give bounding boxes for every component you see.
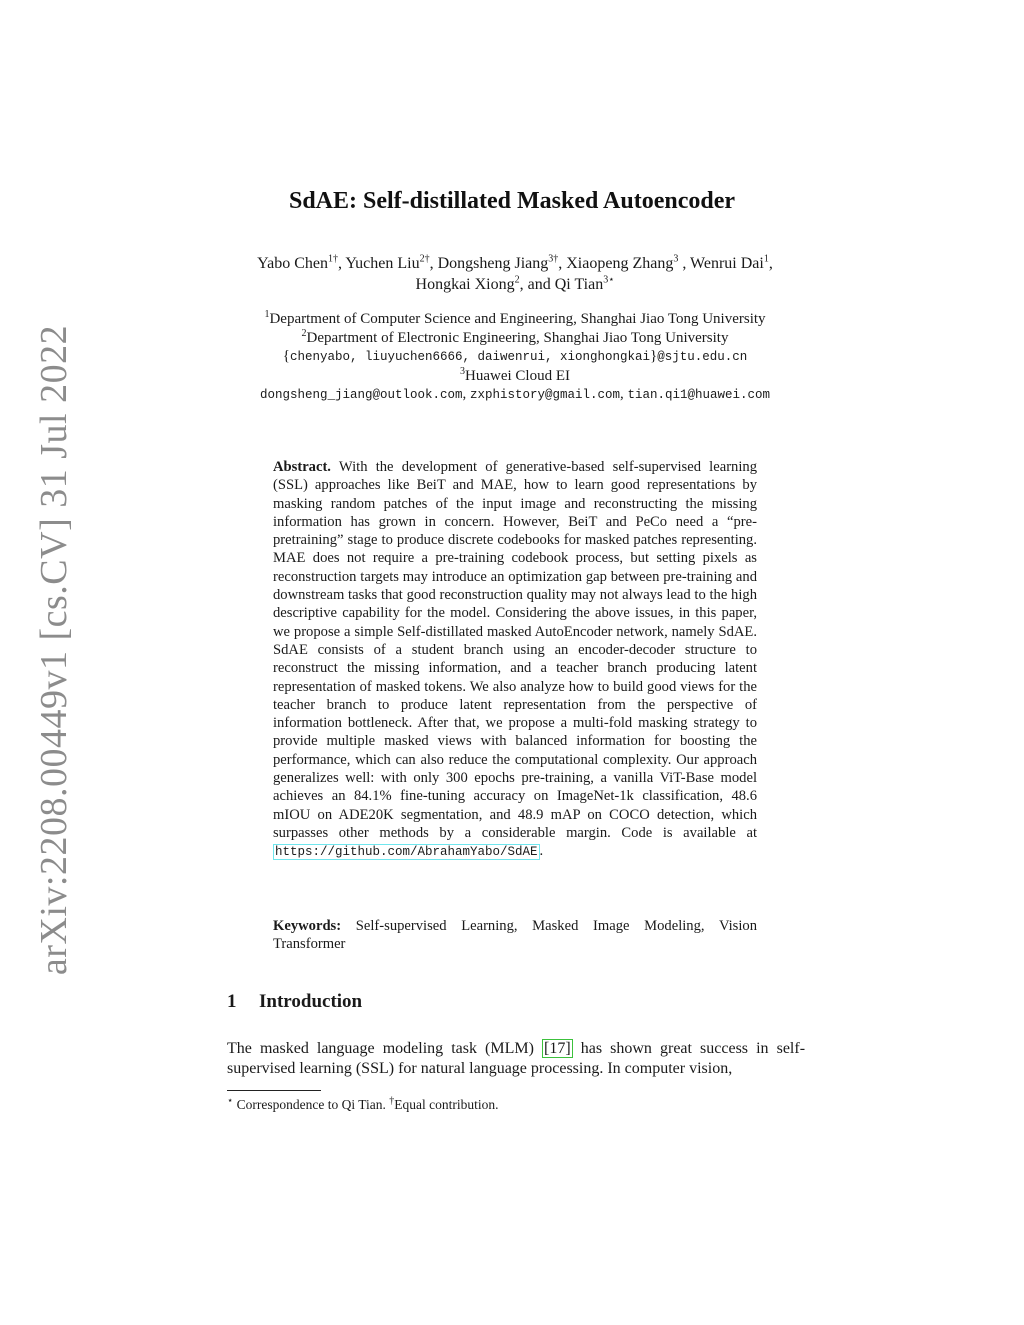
keywords-label: Keywords: — [273, 918, 342, 934]
author: Dongsheng Jiang$^{3\dagger}$, — [437, 253, 567, 272]
author: Hongkai Xiong$^2$, and — [415, 274, 555, 293]
email-link[interactable]: tian.qi1@huawei.com — [627, 388, 771, 402]
section-title: Introduction — [259, 991, 363, 1012]
author: Xiaopeng Zhang$^3$ , — [566, 253, 691, 272]
author: Qi Tian$^{3⋆}$ — [554, 274, 615, 293]
abstract: Abstract. With the development of generative-based self-supervised learning (SSL) approaches like BeiT and MAE, how to learn good representations by masking random patches of the input image and reconstructing the missing information has grown in concern. However, BeiT and PeCo need a “pre-pretraining” stage to produce discrete codebooks for masked patches representing. MAE does not require a pre-training codebook process, but setting pixels as reconstruction targets may introduce an optimization gap between pre-training and downstream tasks that good reconstruction quality may not always lead to the high descriptive capability for the model. Considering the above issues, in this paper, we propose a simple Self-distillated masked AutoEncoder network, namely SdAE. SdAE consists of a student branch using an encoder-decoder structure to reconstruct the missing information, and a teacher branch producing latent representation of masked tokens. We also analyze how to build good views for the teacher branch to produce latent representation from the perspective of information bottleneck. After that, we propose a multi-fold masking strategy to provide multiple masked views with balanced information for boosting the performance, which can also reduce the computational complexity. Our approach generalizes well: with only 300 epochs pre-training, a vanilla ViT-Base model achieves an 84.1% fine-tuning accuracy on ImageNet-1k classification, 48.6 mIOU on ADE20K segmentation, and 48.9 mAP on COCO detection, which surpasses other methods by a considerable margin. Code is available at https://github.com/AbrahamYabo/SdAE . — [273, 459, 758, 860]
footnote-rule — [227, 1090, 321, 1091]
code-link[interactable]: https://github.com/AbrahamYabo/SdAE — [275, 845, 538, 860]
section-heading — [227, 991, 362, 1013]
author: Yabo Chen$^{1\dagger}$, — [257, 253, 346, 272]
huawei-emails: dongsheng_jiang@outlook.com, zxphistory@gmail.com, tian.qi1@huawei.com — [259, 386, 771, 402]
email-link[interactable]: dongsheng_jiang@outlook.com — [259, 388, 463, 402]
affiliations — [180, 310, 850, 405]
sjtu-emails: {chenyabo, liuyuchen6666, daiwenrui, xionghongkai}@sjtu.edu.cn — [282, 348, 748, 364]
author: Wenrui Dai$^1$, — [690, 253, 773, 272]
affiliation-1: $^1$Department of Computer Science and Engineering, Shanghai Jiao Tong University — [264, 309, 766, 327]
keywords-text: Self-supervised Learning, Masked Image Modeling, Vision Transformer — [273, 918, 757, 953]
abstract-text: With the development of generative-based self-supervised learning (SSL) approaches like BeiT and MAE, how to learn good representations by masking random patches of the input image and reconstructing the missing information has grown in concern. However, BeiT and PeCo need a “pre-pretraining” stage to produce discrete codebooks for masked patches representing. MAE does not require a pre-training codebook process, but setting pixels as reconstruction targets may introduce an optimization gap between pre-training and downstream tasks that good reconstruction quality may not always lead to the high descriptive capability for the model. Considering the above issues, in this paper, we propose a simple Self-distillated masked AutoEncoder network, namely SdAE. SdAE consists of a student branch using an encoder-decoder structure to reconstruct the missing information, and a teacher branch producing latent representation of masked tokens. We also analyze how to build good views for the teacher branch to produce latent representation from the perspective of information bottleneck. After that, we propose a multi-fold masking strategy to provide multiple masked views with balanced information for boosting the performance, which can also reduce the computational complexity. Our approach generalizes well: with only 300 epochs pre-training, a vanilla ViT-Base model achieves an 84.1% fine-tuning accuracy on ImageNet-1k classification, 48.6 mIOU on ADE20K segmentation, and 48.9 mAP on COCO detection, which surpasses other methods by a considerable margin. Code is available at — [273, 459, 758, 841]
section-number: 1 — [227, 991, 237, 1012]
citation-link[interactable]: [17] — [544, 1040, 571, 1057]
keywords — [273, 917, 757, 954]
footnote: ⋆ Correspondence to Qi Tian. †Equal contribution. — [227, 1095, 499, 1112]
intro-paragraph: The masked language modeling task (MLM) [17] has shown great success in self-supervised learning (SSL) for natural language processing. In computer vision, — [227, 1040, 806, 1077]
author: Yuchen Liu$^{2\dagger}$, — [345, 253, 438, 272]
paper-title: SdAE: Self-distillated Masked Autoencoder — [288, 188, 735, 214]
email-link[interactable]: zxphistory@gmail.com — [469, 388, 621, 402]
abstract-label: Abstract. — [273, 459, 331, 475]
affiliation-2: $^2$Department of Electronic Engineering, Shanghai Jiao Tong University — [301, 327, 729, 346]
author-list — [230, 253, 800, 295]
affiliation-3: $^3$Huawei Cloud EI — [460, 365, 570, 384]
arxiv-identifier: arXiv:2208.00449v1 [cs.CV] 31 Jul 2022 — [33, 324, 75, 976]
